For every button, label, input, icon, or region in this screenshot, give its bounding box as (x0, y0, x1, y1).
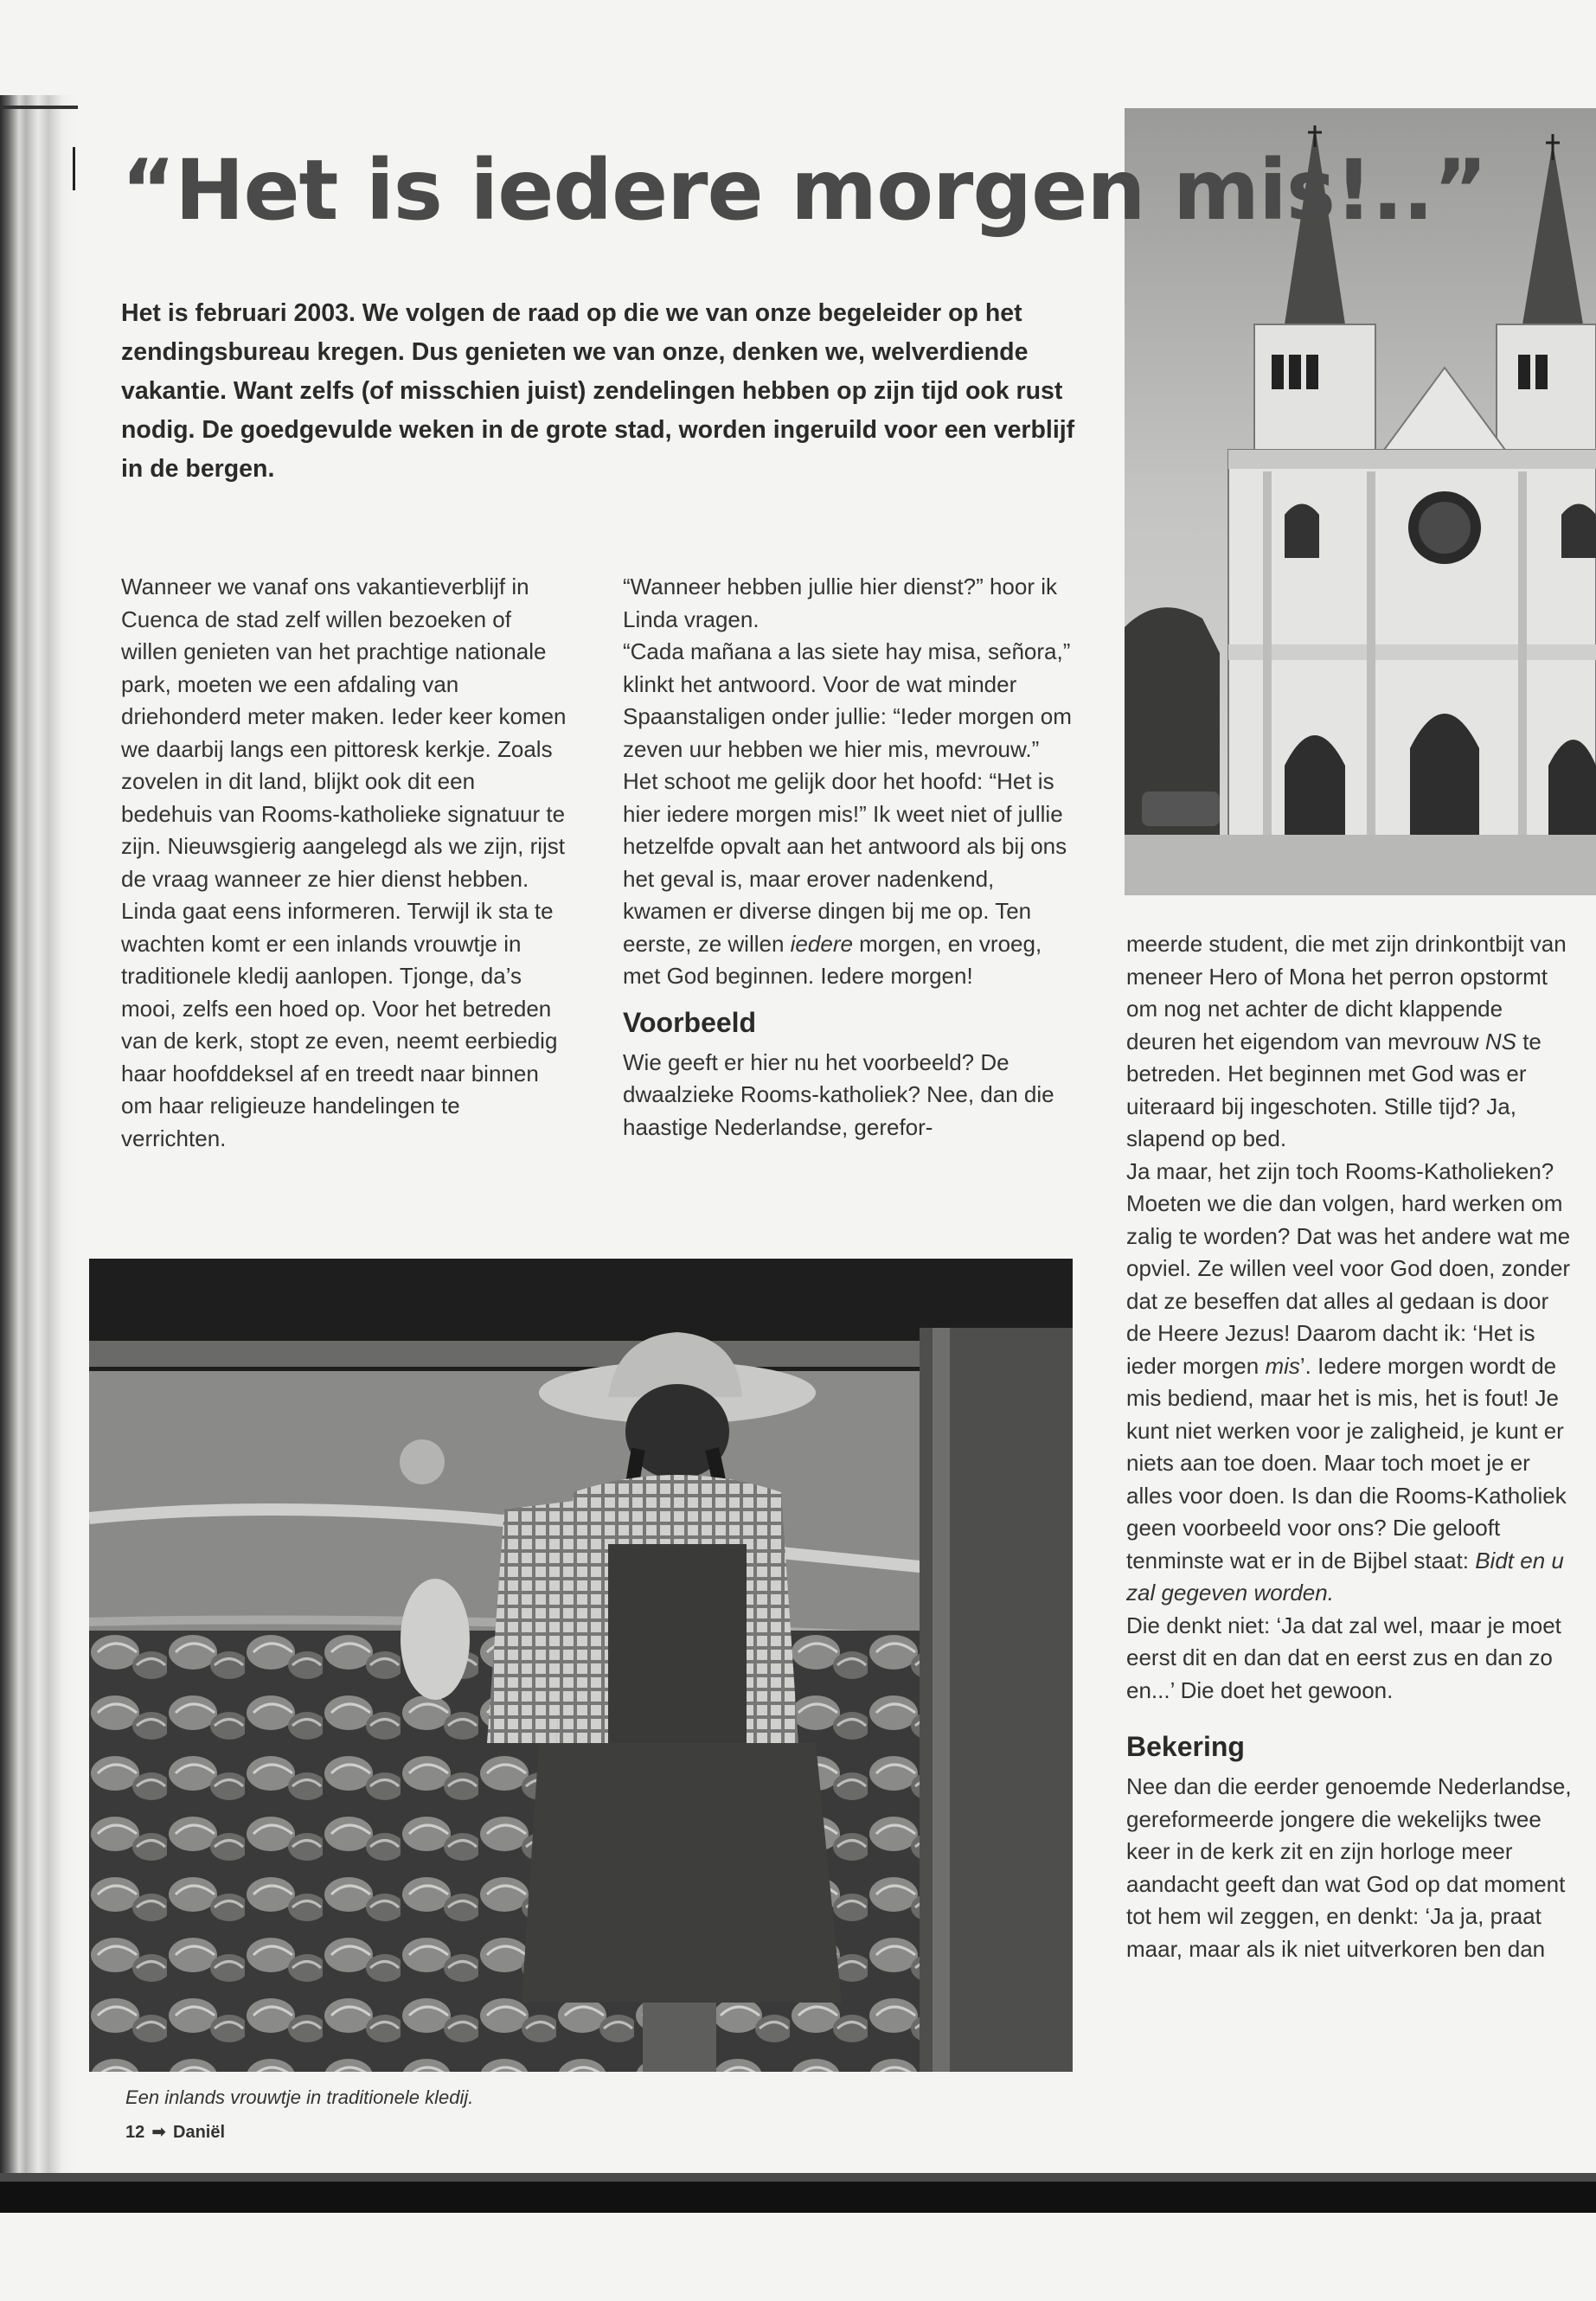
body-text: ’. Iedere morgen wordt de mis bediend, maar het is mis, het is fout! Je kunt niet werken voor je zaligheid, je kunt er niets aan toe doen. Maar toch moet je er alles voor doen. Is dan die Rooms-Katholiek geen voorbeeld voor ons? Die gelooft tenminste wat er in de Bijbel staat: (1126, 1352, 1567, 1574)
body-paragraph: Die denkt niet: ‘Ja dat zal wel, maar je moet eerst dit en dan dat en eerst zus en dan zo en...’ Die doet het gewoon. (1126, 1612, 1561, 1703)
column-3 (1126, 928, 1576, 1965)
body-paragraph: Wanneer we vanaf ons vakantieverblijf in Cuenca de stad zelf willen bezoeken of willen genieten van het prachtige nationale park, moeten we een afdaling van driehonderd meter maken. Ieder keer komen we daarbij langs een pittoresk kerkje. Zoals zovelen in dit land, blijkt ook dit een bedehuis van Rooms-katholieke signatuur te zijn. Nieuwsgierig aangelegd als we zijn, rijst de vraag wanneer ze hier dienst hebben. Linda gaat eens informeren. Terwijl ik sta te wachten komt er een inlands vrouwtje in traditionele kledij aanlopen. Tjonge, da’s mooi, zelfs een hoed op. Voor het betreden van de kerk, stopt ze even, neemt eerbiedig haar hoofddeksel af en treedt naar binnen om haar religieuze handelingen te verrichten. (121, 574, 567, 1151)
body-paragraph: “Wanneer hebben jullie hier dienst?” hoor ik Linda vragen. (623, 574, 1057, 632)
emphasis-text: NS (1484, 1028, 1516, 1054)
top-rule (0, 106, 78, 109)
column-1 (121, 571, 571, 1155)
column-2 (623, 571, 1073, 1144)
page-footer (125, 2121, 225, 2143)
bible-quote: Bidt en u zal gegeven worden. (1126, 1547, 1564, 1606)
page-number: 12 (125, 2123, 145, 2142)
body-text: morgen, en vroeg, met God beginnen. Iedere morgen! (623, 930, 1042, 989)
intro-paragraph: Het is februari 2003. We volgen de raad op die we van onze begeleider op het zendingsbureau kregen. Dus genieten we van onze, denken we, welverdiende vakantie. Want zelfs (of misschien juist) zendelingen hebben op zijn tijd ook rust nodig. De goedgevulde weken in de grote stad, worden ingeruild voor een verblijf in de bergen. (121, 299, 1075, 483)
body-paragraph: Wie geeft er hier nu het voorbeeld? De dwaalzieke Rooms-katholiek? Nee, dan die haastige Nederlandse, gerefor- (623, 1048, 1054, 1140)
body-paragraph (1126, 928, 1576, 1156)
emphasis-text: iedere (790, 930, 853, 957)
bottom-shadow (0, 2173, 1596, 2182)
page-binding-edge (0, 95, 76, 2180)
body-text: meerde student, die met zijn drinkontbijt van meneer Hero of Mona het perron opstormt om nog net achter de dicht klappende deuren het eigendom van mevrouw (1126, 931, 1567, 1054)
arrow-icon: ➡ (151, 2123, 167, 2142)
magazine-name: Daniël (173, 2123, 226, 2142)
section-heading-bekering: Bekering (1126, 1731, 1245, 1762)
body-paragraph: Nee dan die eerder genoemde Nederlandse, gereformeerde jongere die wekelijks twee keer in de kerk zit en zijn horloge meer aandacht geeft dan wat God op dat moment tot hem wil zeggen, en denkt: ‘Ja ja, praat maar, maar als ik niet uitverkoren ben dan (1126, 1773, 1572, 1962)
emphasis-text: mis (1265, 1352, 1300, 1379)
article-title: “Het is iedere morgen mis!..” (121, 142, 1487, 239)
bottom-edge (0, 2182, 1596, 2213)
photo-caption: Een inlands vrouwtje in traditionele kledij. (125, 2086, 474, 2108)
body-text: Ja maar, het zijn toch Rooms-Katholieken? Moeten we die dan volgen, hard werken om zalig te worden? Dat was het andere wat me opviel. Ze willen veel voor God doen, zonder dat ze beseffen dat alles al gedaan is door de Heere Jezus! Daarom dacht ik: ‘Het is ieder morgen (1126, 1157, 1571, 1379)
body-paragraph (623, 636, 1073, 993)
section-heading-voorbeeld: Voorbeeld (623, 1006, 757, 1038)
woman-photo (89, 1259, 1073, 2072)
body-text: te betreden. Het beginnen met God was er uiteraard bij ingeschoten. Stille tijd? Ja, slapend op bed. (1126, 1028, 1542, 1151)
body-text: “Cada mañana a las siete hay misa, señora,” klinkt het antwoord. Voor de wat minder Spaanstaligen onder jullie: “Ieder morgen om zeven uur hebben we hier mis, mevrouw.” Het schoot me gelijk door het hoofd: “Het is hier iedere morgen mis!” Ik weet niet of jullie hetzelfde opvalt aan het antwoord als bij ons het geval is, maar erover nadenkend, kwamen er diverse dingen bij me op. Ten eerste, ze willen (623, 638, 1072, 957)
body-paragraph (1126, 1156, 1576, 1610)
